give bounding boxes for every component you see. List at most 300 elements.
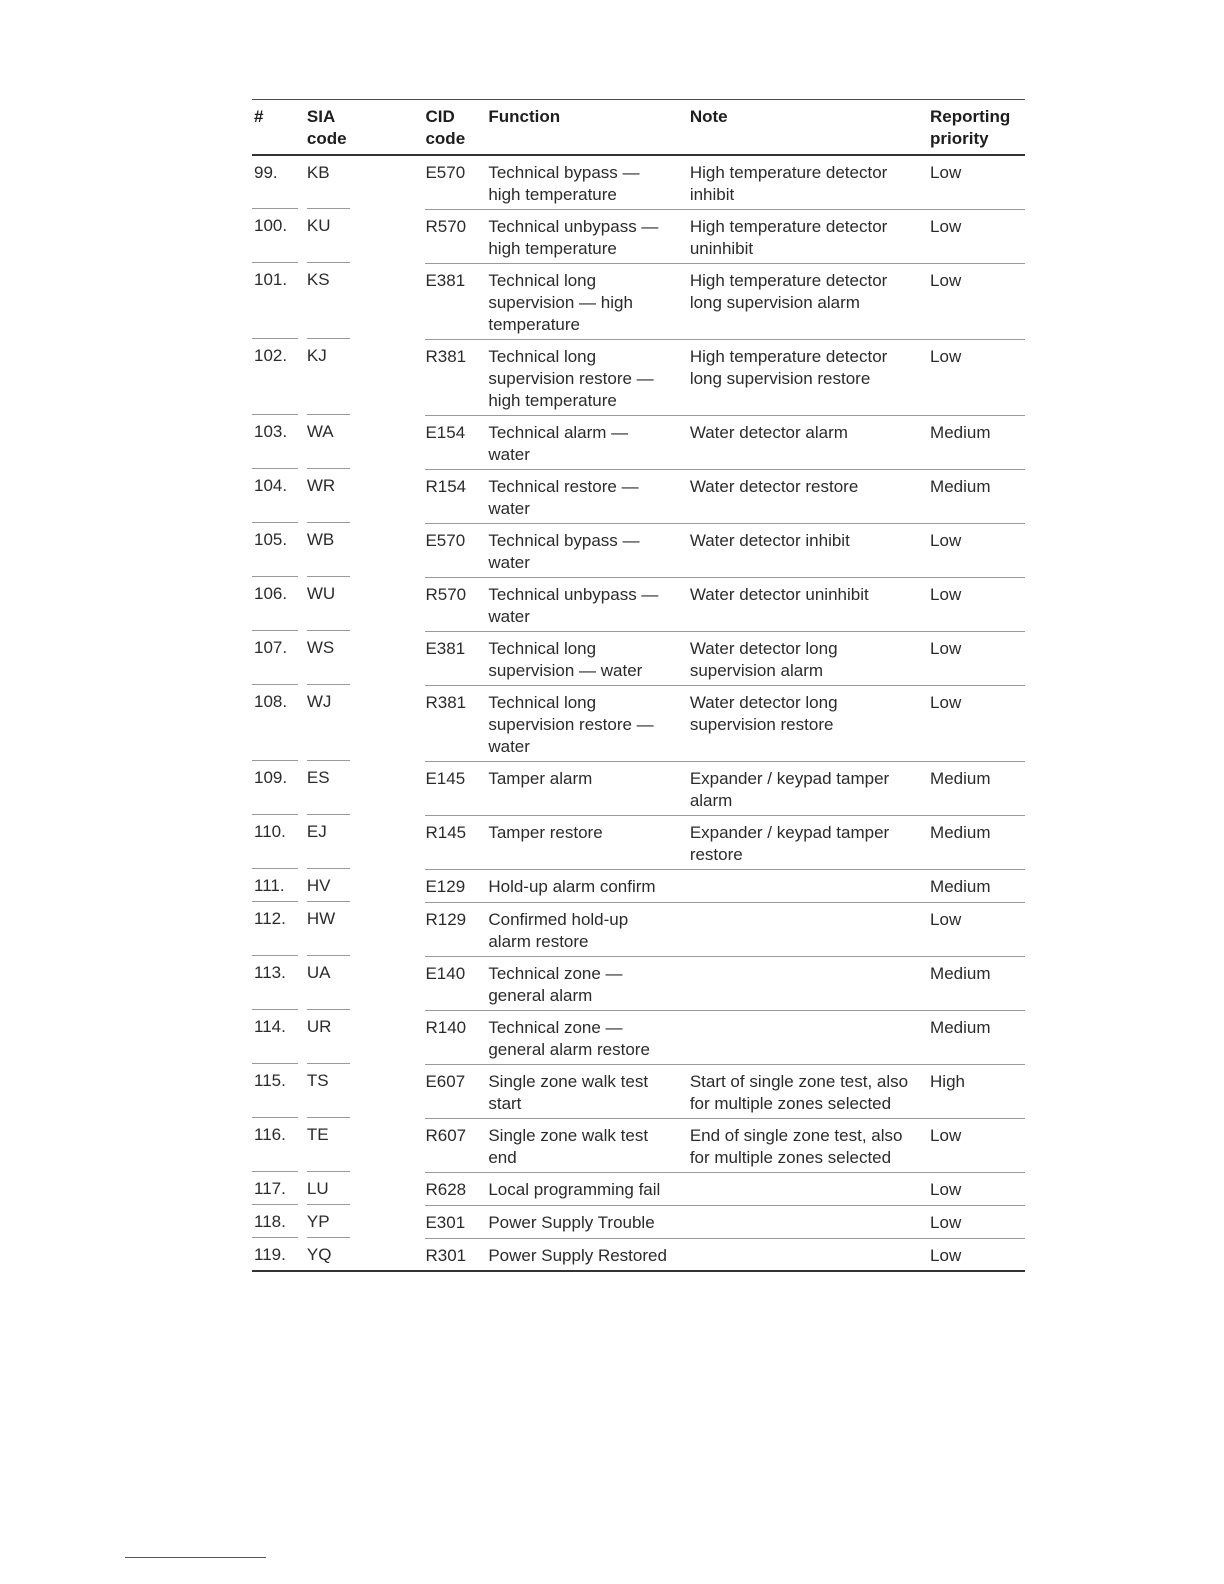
table-row [252, 469, 1025, 523]
row-number-text: 108. [254, 692, 288, 711]
note-text: long supervision alarm [689, 292, 860, 312]
function-text: Power Supply Restored [488, 1245, 667, 1265]
sia-code-text: TE [306, 1125, 329, 1144]
header-priority-label: Reporting [930, 107, 1011, 126]
function-text: Confirmed hold-up [488, 909, 629, 929]
cid-code-text: E154 [425, 422, 466, 442]
function-cell [488, 902, 689, 956]
reporting-priority [930, 902, 1025, 956]
function-text: Technical zone — [488, 1017, 623, 1037]
cid-code-text: R129 [425, 909, 467, 929]
function-text: Single zone walk test [488, 1125, 649, 1145]
priority-text: Low [930, 638, 962, 658]
cid-code [425, 1064, 488, 1118]
table-row [252, 956, 1025, 1010]
table-row [252, 523, 1025, 577]
priority-text: Medium [930, 476, 991, 496]
priority-text: Medium [930, 422, 991, 442]
reporting-priority [930, 469, 1025, 523]
note-text: supervision alarm [689, 660, 824, 680]
sia-code [307, 1118, 426, 1172]
function-cell [488, 956, 689, 1010]
sia-code-text: WA [306, 422, 334, 441]
function-cell [488, 1118, 689, 1172]
note-text: Water detector restore [689, 476, 859, 496]
function-cell [488, 1010, 689, 1064]
priority-text: Low [930, 1212, 962, 1232]
function-text: high temperature [488, 390, 617, 410]
function-text: high temperature [488, 238, 617, 258]
row-number [252, 263, 307, 339]
reporting-priority [930, 339, 1025, 415]
table-row [252, 869, 1025, 902]
function-cell [488, 415, 689, 469]
header-function [488, 100, 689, 156]
row-number [252, 523, 307, 577]
function-text: temperature [488, 314, 581, 334]
cid-code-text: E381 [425, 270, 466, 290]
note-cell [690, 1205, 930, 1238]
cid-code [425, 631, 488, 685]
function-text: water [488, 444, 530, 464]
priority-text: Low [930, 163, 962, 182]
note-text: High temperature detector [689, 270, 888, 290]
function-text: supervision restore — [488, 368, 654, 388]
table-row [252, 1064, 1025, 1118]
sia-code [307, 815, 426, 869]
cid-code-text: R154 [425, 476, 467, 496]
table-row [252, 631, 1025, 685]
cid-code [425, 956, 488, 1010]
sia-code [307, 1238, 426, 1271]
note-text: inhibit [689, 185, 735, 204]
sia-code-text: WS [306, 638, 335, 657]
priority-text: High [930, 1071, 965, 1091]
note-cell [690, 631, 930, 685]
cid-code [425, 415, 488, 469]
table-row [252, 339, 1025, 415]
priority-text: Medium [930, 876, 991, 896]
note-cell [690, 263, 930, 339]
note-cell [690, 1238, 930, 1271]
function-text: Local programming fail [488, 1179, 661, 1199]
function-text: Technical alarm — [488, 422, 629, 442]
cid-code-text: E129 [425, 876, 466, 896]
table-row [252, 209, 1025, 263]
sia-code-text: WR [306, 476, 336, 495]
table-row [252, 415, 1025, 469]
note-cell [690, 469, 930, 523]
row-number-text: 103. [254, 422, 288, 441]
sia-code-text: WB [306, 530, 335, 549]
cid-code [425, 815, 488, 869]
function-text: Technical long [488, 692, 597, 712]
table-row [252, 685, 1025, 761]
row-number-text: 113. [254, 963, 286, 982]
reporting-priority [930, 1205, 1025, 1238]
note-cell [690, 685, 930, 761]
table-row [252, 1172, 1025, 1205]
sia-code [307, 155, 426, 209]
priority-text: Medium [930, 822, 991, 842]
reporting-priority [930, 1172, 1025, 1205]
priority-text: Low [930, 692, 962, 712]
header-reporting-priority [930, 100, 1025, 156]
function-cell [488, 1064, 689, 1118]
note-cell [690, 339, 930, 415]
note-cell [690, 155, 930, 209]
function-cell [488, 469, 689, 523]
note-text: supervision restore [689, 714, 834, 734]
note-text: Water detector alarm [689, 422, 848, 442]
sia-code-text: UA [306, 963, 331, 982]
function-text: Tamper alarm [488, 768, 593, 788]
priority-text: Medium [930, 768, 991, 788]
cid-code [425, 523, 488, 577]
function-text: supervision restore — [488, 714, 654, 734]
header-cid-label: CID [425, 107, 455, 126]
sia-code-text: KS [306, 270, 330, 289]
cid-code [425, 1238, 488, 1271]
priority-text: Low [930, 909, 962, 929]
function-text: general alarm restore [488, 1039, 650, 1059]
note-cell [690, 869, 930, 902]
function-text: Technical zone — [488, 963, 623, 983]
sia-code-text: TS [306, 1071, 329, 1090]
reporting-priority [930, 956, 1025, 1010]
sia-code-text: KB [306, 163, 330, 182]
sia-code [307, 1010, 426, 1064]
header-function-label: Function [488, 107, 561, 126]
sia-code-text: KJ [306, 346, 327, 365]
note-text: Water detector long [689, 692, 838, 712]
note-cell [690, 1118, 930, 1172]
table-row [252, 263, 1025, 339]
cid-code [425, 902, 488, 956]
function-text: Single zone walk test [488, 1071, 649, 1091]
cid-code-text: R145 [425, 822, 467, 842]
note-text: High temperature detector [689, 216, 888, 236]
note-text: for multiple zones selected [689, 1147, 892, 1167]
cid-code-text: R607 [425, 1125, 467, 1145]
row-number-text: 107. [254, 638, 288, 657]
cid-code [425, 469, 488, 523]
note-cell [690, 209, 930, 263]
function-text: Hold-up alarm confirm [488, 876, 656, 896]
note-text: uninhibit [689, 238, 754, 258]
note-text: restore [689, 844, 743, 864]
sia-code [307, 685, 426, 761]
function-text: high temperature [488, 185, 617, 204]
note-cell [690, 902, 930, 956]
header-cid-code [425, 100, 488, 156]
sia-code [307, 339, 426, 415]
table-row [252, 155, 1025, 209]
sia-code [307, 1172, 426, 1205]
row-number [252, 1205, 307, 1238]
cid-code [425, 1172, 488, 1205]
row-number-text: 110. [254, 822, 286, 841]
function-cell [488, 1172, 689, 1205]
header-row [252, 100, 1025, 156]
row-number-text: 114. [254, 1017, 286, 1036]
function-text: water [488, 498, 530, 518]
row-number [252, 1064, 307, 1118]
priority-text: Low [930, 1179, 962, 1199]
sia-code [307, 956, 426, 1010]
sia-code-text: HW [306, 909, 336, 928]
cid-code-text: E607 [425, 1071, 466, 1091]
note-text: Water detector long [689, 638, 838, 658]
header-sia-label: SIA [306, 107, 336, 126]
note-text: High temperature detector [689, 163, 888, 182]
table-row [252, 815, 1025, 869]
row-number [252, 469, 307, 523]
function-text: Technical bypass — [488, 530, 640, 550]
cid-code [425, 869, 488, 902]
row-number [252, 577, 307, 631]
table-row [252, 1238, 1025, 1271]
row-number [252, 1010, 307, 1064]
cid-code [425, 761, 488, 815]
sia-code [307, 577, 426, 631]
table-row [252, 577, 1025, 631]
row-number-text: 119. [254, 1245, 286, 1264]
function-text: Technical unbypass — [488, 216, 659, 236]
note-text: for multiple zones selected [689, 1093, 892, 1113]
note-text: alarm [689, 790, 733, 810]
function-cell [488, 815, 689, 869]
reporting-priority [930, 685, 1025, 761]
reporting-priority [930, 1010, 1025, 1064]
sia-code-text: YQ [306, 1245, 332, 1264]
note-cell [690, 523, 930, 577]
function-text: end [488, 1147, 517, 1167]
row-number [252, 685, 307, 761]
sia-code [307, 209, 426, 263]
sia-code-text: EJ [306, 822, 327, 841]
cid-code-text: E381 [425, 638, 466, 658]
sia-code [307, 523, 426, 577]
reporting-priority [930, 415, 1025, 469]
cid-code-text: R381 [425, 346, 467, 366]
note-cell [690, 815, 930, 869]
priority-text: Low [930, 1245, 962, 1265]
function-text: start [488, 1093, 522, 1113]
note-cell [690, 1010, 930, 1064]
cid-code-text: R570 [425, 216, 467, 236]
function-text: water [488, 606, 530, 626]
note-cell [690, 1172, 930, 1205]
priority-text: Medium [930, 1017, 991, 1037]
row-number [252, 209, 307, 263]
priority-text: Low [930, 346, 962, 366]
sia-code-text: WU [306, 584, 336, 603]
reporting-priority [930, 761, 1025, 815]
row-number-text: 100. [254, 216, 288, 235]
sia-code [307, 415, 426, 469]
cid-code [425, 1010, 488, 1064]
note-text: Start of single zone test, also [689, 1071, 909, 1091]
sia-code [307, 902, 426, 956]
function-text: alarm restore [488, 931, 589, 951]
header-sia-code [307, 100, 426, 156]
note-text: Water detector uninhibit [689, 584, 869, 604]
note-cell [690, 956, 930, 1010]
function-cell [488, 761, 689, 815]
header-priority-label-2: priority [930, 129, 989, 148]
sia-code-text: WJ [306, 692, 332, 711]
priority-text: Low [930, 216, 962, 236]
row-number-text: 112. [254, 909, 286, 928]
cid-code-text: E145 [425, 768, 466, 788]
row-number-text: 109. [254, 768, 288, 787]
row-number-text: 105. [254, 530, 288, 549]
cid-code [425, 263, 488, 339]
header-cid-label-2: code [425, 129, 466, 148]
function-cell [488, 631, 689, 685]
table-row [252, 1118, 1025, 1172]
sia-code-text: HV [306, 876, 331, 895]
table-row [252, 1010, 1025, 1064]
sia-code [307, 869, 426, 902]
row-number-text: 102. [254, 346, 288, 365]
priority-text: Low [930, 584, 962, 604]
priority-text: Low [930, 1125, 962, 1145]
table-row [252, 1205, 1025, 1238]
note-text: Water detector inhibit [689, 530, 850, 550]
sia-code [307, 761, 426, 815]
cid-code [425, 209, 488, 263]
sia-code-text: ES [306, 768, 330, 787]
function-text: general alarm [488, 985, 593, 1005]
sia-code [307, 469, 426, 523]
reporting-priority [930, 869, 1025, 902]
row-number [252, 631, 307, 685]
note-cell [690, 415, 930, 469]
reporting-priority [930, 631, 1025, 685]
row-number-text: 101. [254, 270, 288, 289]
function-cell [488, 1205, 689, 1238]
function-cell [488, 685, 689, 761]
row-number-text: 111. [254, 876, 285, 895]
priority-text: Low [930, 530, 962, 550]
function-cell [488, 523, 689, 577]
function-cell [488, 209, 689, 263]
header-note-label: Note [689, 107, 728, 126]
cid-code-text: E301 [425, 1212, 466, 1232]
reporting-priority [930, 1118, 1025, 1172]
function-cell [488, 577, 689, 631]
table-header [252, 100, 1025, 156]
function-text: Technical restore — [488, 476, 639, 496]
function-text: Technical bypass — [488, 163, 640, 182]
header-number-label: # [254, 107, 264, 126]
header-number [252, 100, 307, 156]
row-number [252, 155, 307, 209]
function-cell [488, 263, 689, 339]
row-number-text: 115. [254, 1071, 286, 1090]
function-text: Technical unbypass — [488, 584, 659, 604]
header-sia-label-2: code [306, 129, 347, 148]
cid-code-text: R301 [425, 1245, 467, 1265]
note-text: long supervision restore [689, 368, 871, 388]
row-number [252, 815, 307, 869]
function-text: Technical long [488, 638, 597, 658]
sia-code-text: YP [306, 1212, 330, 1231]
priority-text: Medium [930, 963, 991, 983]
note-cell [690, 761, 930, 815]
cid-code [425, 339, 488, 415]
reporting-priority [930, 815, 1025, 869]
reporting-priority [930, 523, 1025, 577]
note-text: Expander / keypad tamper [689, 768, 890, 788]
cid-code [425, 685, 488, 761]
reporting-priority [930, 1238, 1025, 1271]
function-text: Technical long [488, 346, 597, 366]
cid-code-text: R570 [425, 584, 467, 604]
cid-code [425, 155, 488, 209]
function-text: Technical long [488, 270, 597, 290]
row-number [252, 339, 307, 415]
row-number [252, 956, 307, 1010]
table-body [252, 155, 1025, 1271]
row-number [252, 415, 307, 469]
row-number [252, 869, 307, 902]
cid-code [425, 1205, 488, 1238]
cid-code-text: E140 [425, 963, 466, 983]
row-number-text: 104. [254, 476, 288, 495]
row-number [252, 1238, 307, 1271]
function-text: Tamper restore [488, 822, 603, 842]
note-cell [690, 1064, 930, 1118]
sia-code-text: KU [306, 216, 331, 235]
cid-code-text: E570 [425, 530, 466, 550]
sia-code [307, 631, 426, 685]
footnote-separator [125, 1557, 266, 1558]
cid-code-text: R381 [425, 692, 467, 712]
function-text: water [488, 736, 530, 756]
function-cell [488, 339, 689, 415]
row-number-text: 106. [254, 584, 288, 603]
reporting-priority [930, 577, 1025, 631]
row-number [252, 1118, 307, 1172]
note-text: Expander / keypad tamper [689, 822, 890, 842]
function-text: water [488, 552, 530, 572]
function-cell [488, 869, 689, 902]
header-note [690, 100, 930, 156]
function-text: supervision — high [488, 292, 633, 312]
row-number [252, 761, 307, 815]
cid-code-text: R628 [425, 1179, 467, 1199]
function-text: Power Supply Trouble [488, 1212, 655, 1232]
event-codes-table [252, 99, 1025, 1272]
row-number [252, 902, 307, 956]
row-number-text: 118. [254, 1212, 286, 1231]
table-row [252, 761, 1025, 815]
cid-code-text: E570 [425, 163, 466, 182]
sia-code-text: LU [306, 1179, 329, 1198]
row-number-text: 99. [254, 163, 278, 182]
reporting-priority [930, 155, 1025, 209]
function-cell [488, 155, 689, 209]
note-text: High temperature detector [689, 346, 888, 366]
row-number-text: 116. [254, 1125, 286, 1144]
function-cell [488, 1238, 689, 1271]
reporting-priority [930, 1064, 1025, 1118]
sia-code [307, 1205, 426, 1238]
sia-code-text: UR [306, 1017, 332, 1036]
